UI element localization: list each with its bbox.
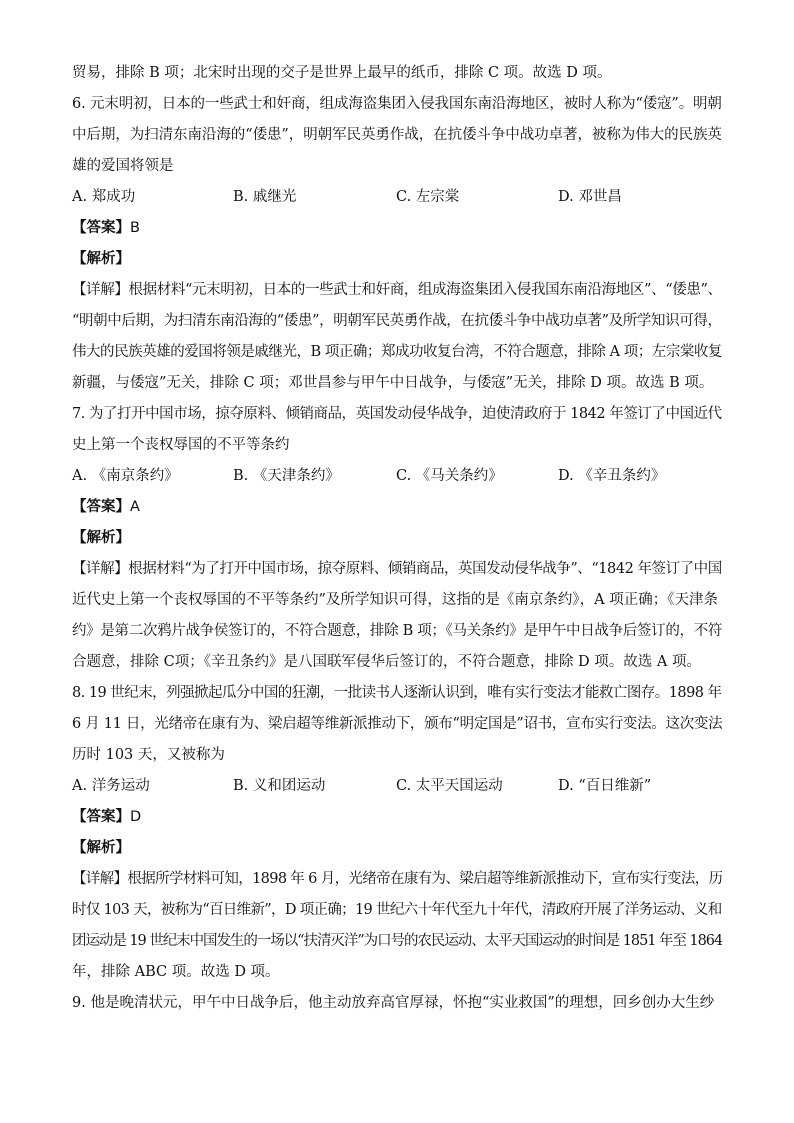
analysis-line	[72, 244, 722, 275]
detail-text: “明朝中后期，为扫清东南沿海的“倭患”，明朝军民英勇作战，在抗倭斗争中战功卓著”及所学知识可得，	[72, 313, 722, 329]
question-stem: 历时 103 天，又被称为	[72, 747, 225, 763]
option-d: D. 邓世昌	[558, 189, 622, 205]
option-b: B. 戚继光	[233, 189, 297, 205]
detail-text: 时仅 103 天，被称为“百日维新”，D 项正确；19 世纪六十年代至九十年代，清政府开展了洋务运动、义和	[72, 902, 722, 918]
analysis-label: 【解析】	[72, 251, 130, 267]
detail-text: 【详解】根据所学材料可知，1898 年 6 月，光绪帝在康有为、梁启超等维新派推动下，宣布实行变法，历	[72, 871, 722, 887]
detail-text: 约》是第二次鸦片战争侯签订的，不符合题意，排除 B 项；《马关条约》是甲午中日战争后签订的，不符	[72, 623, 722, 639]
option-b: B. 《天津条约》	[233, 468, 340, 484]
option-b: B. 义和团运动	[233, 778, 326, 794]
analysis-label: 【解析】	[72, 530, 130, 546]
detail-text: 新疆，与倭寇”无关，排除 C 项；邓世昌参与甲午中日战争，与倭寇”无关，排除 D 项。故选 B 项。	[72, 375, 714, 391]
option-d: D. “百日维新”	[558, 778, 652, 794]
option-d: D. 《辛丑条约》	[558, 468, 666, 484]
answer-value: D	[130, 809, 142, 825]
answer-line	[72, 213, 722, 244]
detail-text: 【详解】根据材料“元末明初，日本的一些武士和奸商，组成海盗集团入侵我国东南沿海地区”、“倭患”、	[72, 282, 722, 298]
question-stem: 中后期，为扫清东南沿海的“倭患”，明朝军民英勇作战，在抗倭斗争中战功卓著，被称为伟大的民族英	[72, 127, 722, 143]
detail-text: 合题意，排除 C项；《辛丑条约》是八国联军侵华后签订的，不符合题意，排除 D 项。故选 A 项。	[72, 654, 701, 670]
answer-label: 【答案】	[72, 220, 130, 236]
analysis-line	[72, 523, 722, 554]
option-c: C. 太平天国运动	[396, 778, 503, 794]
option-a: A. 洋务运动	[72, 778, 150, 794]
document-page	[72, 58, 722, 1019]
detail-text: 伟大的民族英雄的爱国将领是戚继光，B 项正确；郑成功收复台湾，不符合题意，排除 A 项；左宗棠收复	[72, 344, 722, 360]
analysis-line	[72, 833, 722, 864]
question-7	[72, 399, 722, 678]
detail-text: 【详解】根据材料“为了打开中国市场，掠夺原料、倾销商品，英国发动侵华战争”、“1842 年签订了中国	[72, 561, 722, 577]
options-row	[72, 771, 722, 802]
answer-line	[72, 492, 722, 523]
options-row	[72, 461, 722, 492]
answer-label: 【答案】	[72, 809, 130, 825]
question-stem: 8. 19 世纪末，列强掀起瓜分中国的狂潮，一批读书人逐渐认识到，唯有实行变法才能救亡图存。1898 年	[72, 685, 722, 701]
question-stem: 7. 为了打开中国市场，掠夺原料、倾销商品，英国发动侵华战争，迫使清政府于 1842 年签订了中国近代	[72, 406, 722, 422]
answer-line	[72, 802, 722, 833]
question-stem: 雄的爱国将领是	[72, 158, 174, 174]
question-9-stem: 9. 他是晚清状元，甲午中日战争后，他主动放弃高官厚禄，怀抱“实业救国”的理想，回乡创办大生纱	[72, 995, 715, 1011]
question-8	[72, 678, 722, 988]
question-6	[72, 89, 722, 399]
answer-label: 【答案】	[72, 499, 130, 515]
question-stem: 史上第一个丧权辱国的不平等条约	[72, 437, 290, 453]
detail-text: 年，排除 ABC 项。故选 D 项。	[72, 964, 280, 980]
option-a: A. 《南京条约》	[72, 468, 179, 484]
answer-value: A	[130, 499, 140, 515]
option-a: A. 郑成功	[72, 189, 136, 205]
detail-text: 近代史上第一个丧权辱国的不平等条约”及所学知识可得，这指的是《南京条约》，A 项正确；《天津条	[72, 592, 718, 608]
question-stem: 6. 元末明初，日本的一些武士和奸商，组成海盗集团入侵我国东南沿海地区，被时人称为“倭寇”。明朝	[72, 96, 722, 112]
analysis-label: 【解析】	[72, 840, 130, 856]
option-c: C. 左宗棠	[396, 189, 460, 205]
detail-text: 团运动是 19 世纪末中国发生的一场以“扶清灭洋”为口号的农民运动、太平天国运动的时间是 1851 年至 1864	[72, 933, 722, 949]
option-c: C. 《马关条约》	[396, 468, 503, 484]
intro-text: 贸易，排除 B 项；北宋时出现的交子是世界上最早的纸币，排除 C 项。故选 D 项。	[72, 65, 612, 81]
answer-value: B	[130, 220, 140, 236]
options-row	[72, 182, 722, 213]
question-stem: 6 月 11 日，光绪帝在康有为、梁启超等维新派推动下，颁布“明定国是”诏书，宣布实行变法。这次变法	[72, 716, 722, 732]
